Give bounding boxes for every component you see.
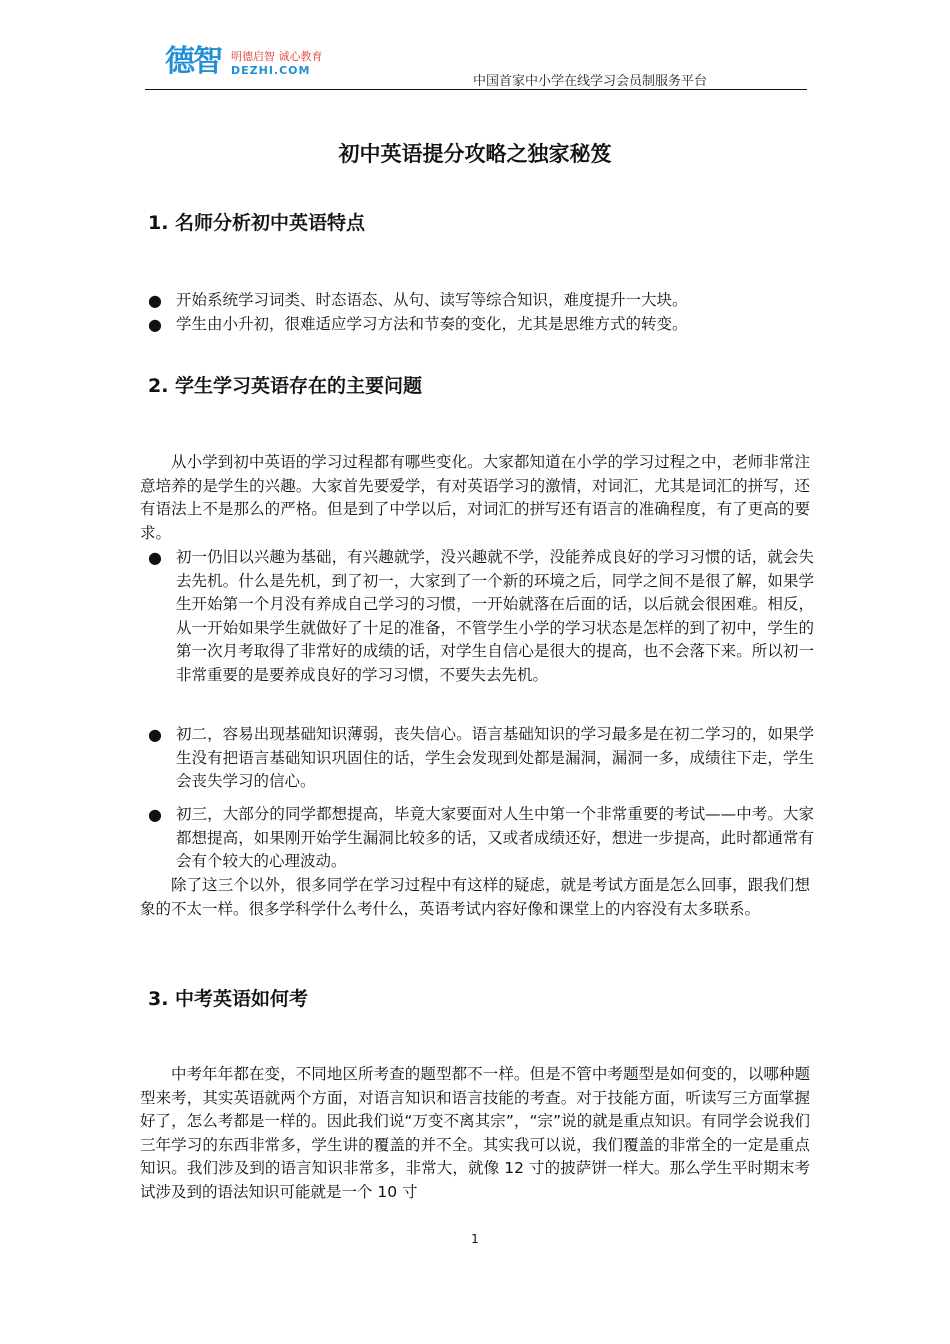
s2-bullet-grade-2: 初二，容易出现基础知识薄弱，丧失信心。语言基础知识的学习最多是在初二学习的，如果学生没有把语言基础知识巩固住的话，学生会发现到处都是漏洞，漏洞一多，成绩往下走，学生会丧失学习的信心。: [176, 725, 814, 790]
bullet-icon: ●: [148, 315, 162, 334]
page-number: 1: [471, 1232, 479, 1246]
page-header: [145, 40, 807, 92]
section-3-heading: 3. 中考英语如何考: [148, 988, 309, 1010]
s2-intro-paragraph: 从小学到初中英语的学习过程都有哪些变化。大家都知道在小学的学习过程之中，老师非常注意培养的是学生的兴趣。大家首先要爱学，有对英语学习的激情，对词汇，尤其是词汇的拼写，还有语法上不是那么的严格。但是到了中学以后，对词汇的拼写还有语言的准确程度，有了更高的要求。: [140, 453, 810, 542]
bullet-icon: ●: [148, 805, 162, 824]
section-1-heading: 1. 名师分析初中英语特点: [148, 212, 366, 234]
s3-body-paragraph: 中考年年都在变，不同地区所考查的题型都不一样。但是不管中考题型是如何变的，以哪种题型来考，其实英语就两个方面，对语言知识和语言技能的考查。对于技能方面，听读写三方面掌握好了，怎么考都是一样的。因此我们说“万变不离其宗”，“宗”说的就是重点知识。有同学会说我们三年学习的东西非常多，学生讲的覆盖的并不全。其实我可以说，我们覆盖的非常全的一定是重点知识。我们涉及到的语言知识非常多，非常大，就像 12 寸的披萨饼一样大。那么学生平时期末考试涉及到的语法知识可能就是一个 10 寸: [140, 1065, 810, 1201]
logo-mark: 德智: [165, 44, 221, 79]
section-2-heading: 2. 学生学习英语存在的主要问题: [148, 375, 423, 397]
bullet-icon: ●: [148, 548, 162, 567]
platform-tagline: 中国首家中小学在线学习会员制服务平台: [472, 74, 707, 89]
s2-outro-paragraph: 除了这三个以外，很多同学在学习过程中有这样的疑虑，就是考试方面是怎么回事，跟我们想象的不太一样。很多学科学什么考什么，英语考试内容好像和课堂上的内容没有太多联系。: [140, 876, 810, 918]
bullet-icon: ●: [148, 291, 162, 310]
s1-bullet-2: 学生由小升初，很难适应学习方法和节奏的变化，尤其是思维方式的转变。: [176, 315, 688, 333]
logo-slogan: 明德启智 诚心教育: [231, 50, 323, 63]
header-divider: [145, 89, 807, 90]
s2-bullet-grade-1: 初一仍旧以兴趣为基础，有兴趣就学，没兴趣就不学，没能养成良好的学习习惯的话，就会失去先机。什么是先机，到了初一，大家到了一个新的环境之后，同学之间不是很了解，如果学生开始第一个月没有养成自己学习的习惯，一开始就落在后面的话，以后就会很困难。相反，从一开始如果学生就做好了十足的准备，不管学生小学的学习状态是怎样的到了初中，学生的第一次月考取得了非常好的成绩的话，对学生自信心是很大的提高，也不会落下来。所以初一非常重要的是要养成良好的学习习惯，不要失去先机。: [176, 548, 814, 684]
bullet-icon: ●: [148, 725, 162, 744]
s2-bullet-grade-3: 初三，大部分的同学都想提高，毕竟大家要面对人生中第一个非常重要的考试——中考。大家都想提高，如果刚开始学生漏洞比较多的话，又或者成绩还好，想进一步提高，此时都通常有会有个较大的心理波动。: [176, 805, 814, 870]
s1-bullet-1: 开始系统学习词类、时态语态、从句、读写等综合知识，难度提升一大块。: [176, 291, 688, 309]
dezhi-logo: [165, 44, 365, 84]
logo-domain: DEZHI.COM: [231, 64, 311, 77]
document-title: 初中英语提分攻略之独家秘笈: [338, 142, 612, 166]
